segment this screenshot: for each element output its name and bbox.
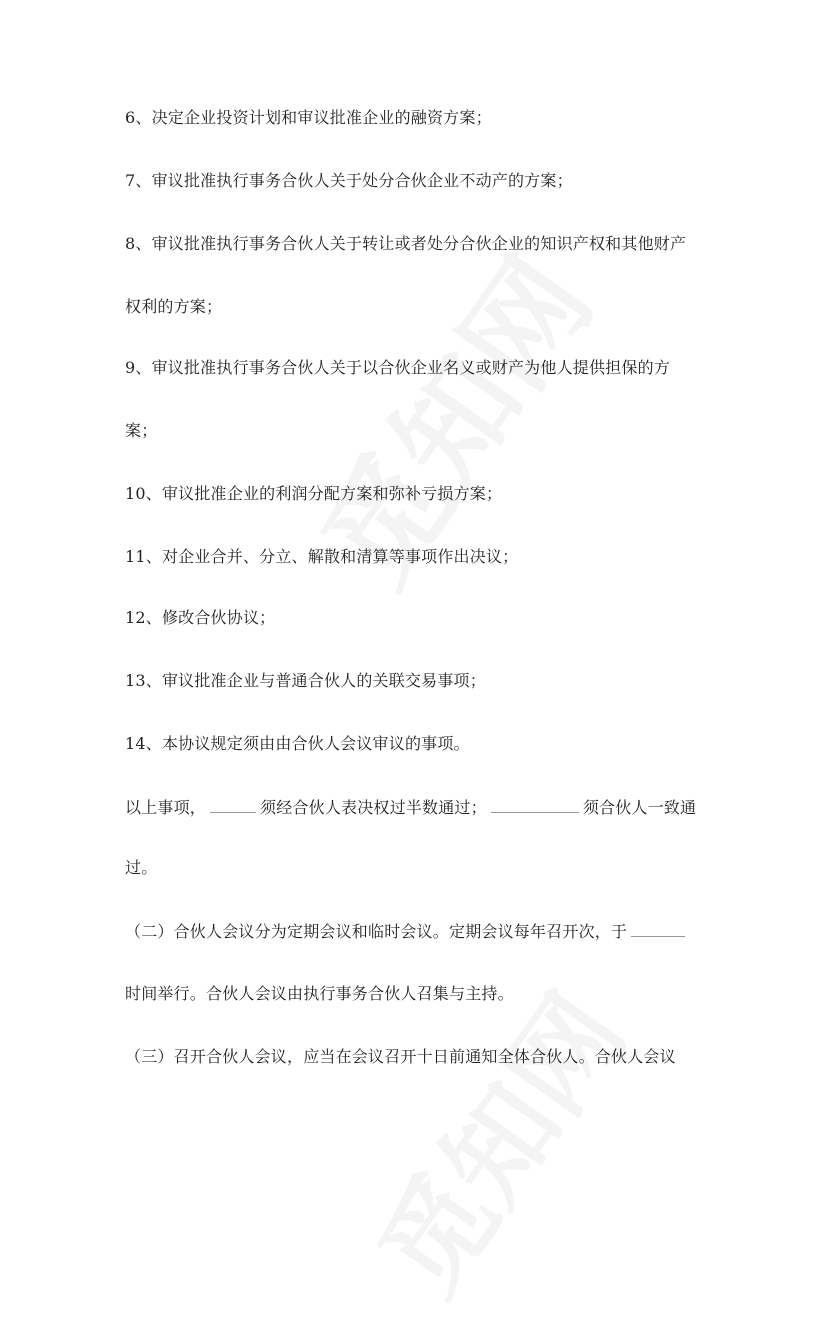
- section-2-text: （二）合伙人会议分为定期会议和临时会议。定期会议每年召开次，于: [125, 922, 628, 941]
- clause-item-8-cont: 权利的方案；: [125, 297, 223, 316]
- section-2-line-2: 时间举行。合伙人会议由执行事务合伙人召集与主持。: [125, 984, 514, 1003]
- clause-item-12: 12、修改合伙协议；: [125, 608, 276, 627]
- clause-item-7: 7、审议批准执行事务合伙人关于处分合伙企业不动产的方案；: [125, 171, 573, 190]
- summary-suffix: 须合伙人一致通: [582, 798, 697, 817]
- section-3-line-1: （三）召开合伙人会议，应当在会议召开十日前通知全体合伙人。合伙人会议: [125, 1047, 676, 1066]
- watermark: [336, 959, 655, 1319]
- clause-item-11: 11、对企业合并、分立、解散和清算等事项作出决议；: [125, 547, 519, 566]
- section-2-line-1: [125, 920, 689, 943]
- summary-prefix: 以上事项，: [125, 798, 207, 817]
- clause-item-9-cont: 案；: [125, 421, 158, 440]
- unanimous-matters-blank[interactable]: [491, 796, 579, 813]
- summary-line: [125, 796, 696, 819]
- clause-item-14: 14、本协议规定须由由合伙人会议审议的事项。: [125, 734, 470, 753]
- summary-line-end: 过。: [125, 858, 158, 877]
- meeting-time-blank[interactable]: [631, 920, 685, 937]
- clause-item-10: 10、审议批准企业的利润分配方案和弥补亏损方案；: [125, 484, 503, 503]
- clause-item-13: 13、审议批准企业与普通合伙人的关联交易事项；: [125, 671, 486, 690]
- summary-middle: 须经合伙人表决权过半数通过；: [260, 798, 487, 817]
- clause-item-6: 6、决定企业投资计划和审议批准企业的融资方案；: [125, 108, 492, 127]
- clause-item-9: 9、审议批准执行事务合伙人关于以合伙企业名义或财产为他人提供担保的方: [125, 358, 670, 377]
- clause-item-8: 8、审议批准执行事务合伙人关于转让或者处分合伙企业的知识产权和其他财产: [125, 234, 687, 253]
- majority-matters-blank[interactable]: [210, 796, 256, 813]
